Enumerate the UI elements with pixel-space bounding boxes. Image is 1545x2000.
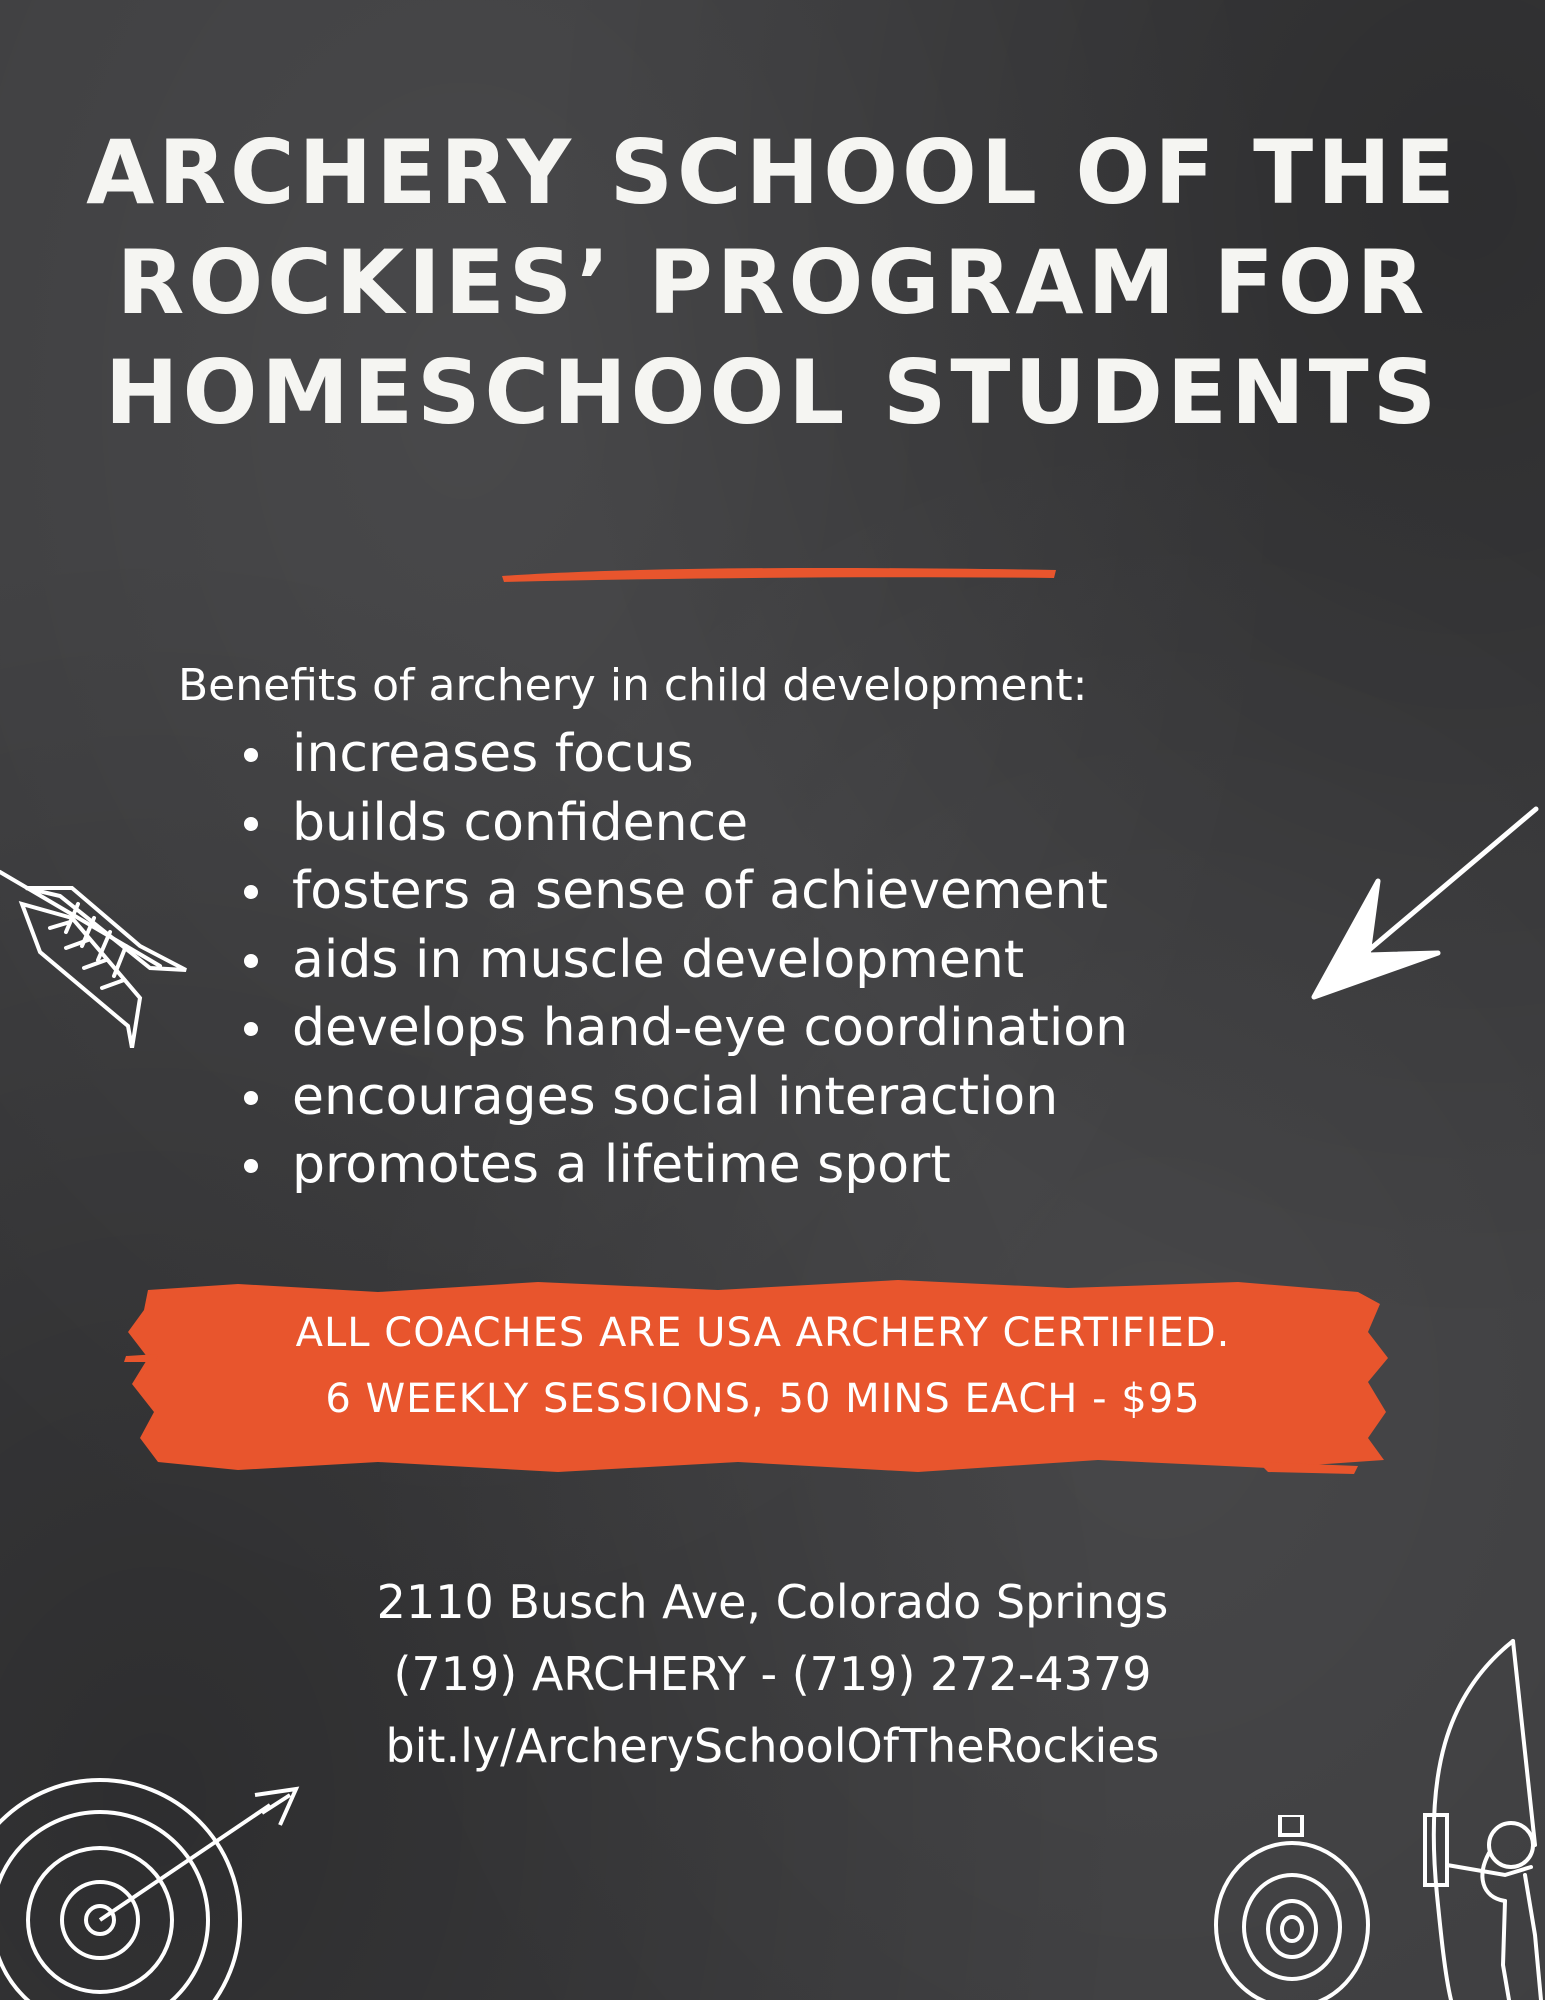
target-arrow-icon [0, 1775, 310, 2000]
banner-line-2: 6 WEEKLY SESSIONS, 50 MINS EACH - $95 [325, 1376, 1201, 1422]
list-item [244, 857, 1428, 926]
title-line-2: ROCKIES’ PROGRAM FOR [116, 231, 1429, 334]
benefit-text: increases focus [292, 724, 694, 784]
benefit-text: aids in muscle development [292, 929, 1025, 990]
archer-bow-icon [1385, 1635, 1545, 2000]
target-icon [1210, 1815, 1380, 2000]
address-text: 2110 Busch Ave, Colorado Springs [376, 1575, 1169, 1629]
benefits-heading: Benefits of archery in child development: [178, 660, 1088, 711]
list-item [244, 1131, 1428, 1200]
arrow-head-icon [1310, 805, 1545, 1005]
benefits-list [178, 720, 1428, 1200]
benefit-text: fosters a sense of achievement [292, 861, 1108, 921]
arrow-fletching-icon [0, 848, 200, 1048]
benefits-section [178, 658, 1428, 1200]
bullet-icon [244, 954, 258, 968]
phone-text: (719) ARCHERY - (719) 272-4379 [393, 1647, 1152, 1701]
banner-text [118, 1300, 1408, 1432]
bullet-icon [244, 1022, 258, 1036]
bullet-icon [244, 817, 258, 831]
contact-info [0, 1566, 1545, 1782]
bullet-icon [244, 748, 258, 762]
benefit-text: develops hand-eye coordination [292, 998, 1129, 1058]
benefit-text: encourages social interaction [292, 1066, 1059, 1127]
website-link[interactable]: bit.ly/ArcherySchoolOfTheRockies [385, 1719, 1160, 1773]
list-item [244, 789, 1428, 858]
banner-line-1: ALL COACHES ARE USA ARCHERY CERTIFIED. [295, 1310, 1231, 1356]
list-item [244, 926, 1428, 995]
bullet-icon [244, 1091, 258, 1105]
bullet-icon [244, 885, 258, 899]
pricing-banner [118, 1262, 1408, 1484]
page-title [0, 118, 1545, 448]
title-line-3: HOMESCHOOL STUDENTS [104, 341, 1441, 444]
bullet-icon [244, 1159, 258, 1173]
benefit-text: builds confidence [292, 792, 749, 853]
benefit-text: promotes a lifetime sport [292, 1135, 951, 1195]
title-line-1: ARCHERY SCHOOL OF THE [86, 121, 1459, 224]
title-underline [498, 560, 1061, 586]
list-item [244, 994, 1428, 1063]
list-item [244, 1063, 1428, 1132]
list-item [244, 720, 1428, 789]
